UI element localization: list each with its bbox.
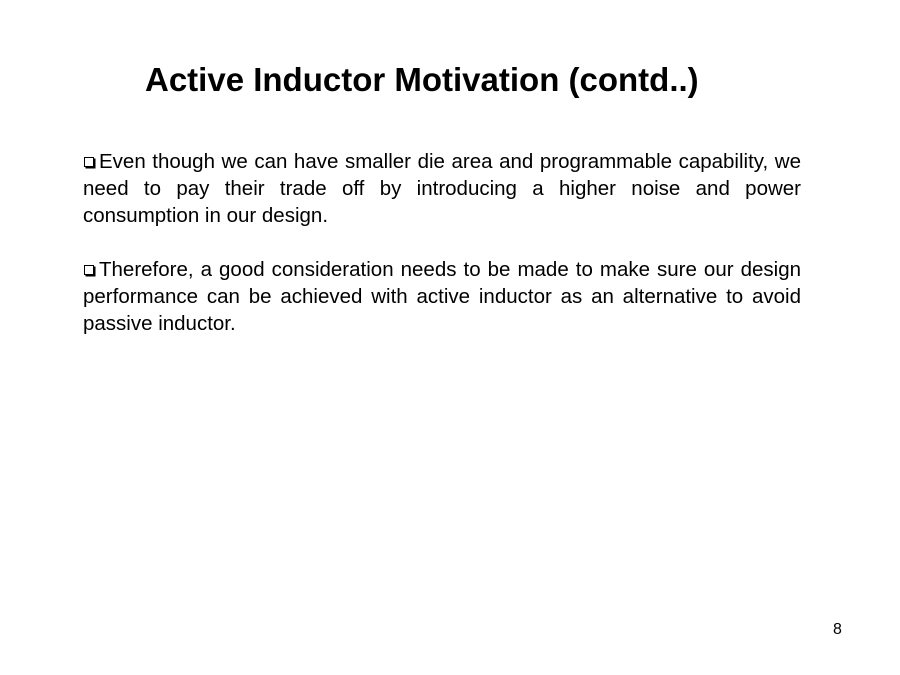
checkbox-square-bullet-icon bbox=[84, 265, 94, 275]
bullet-list bbox=[83, 148, 801, 337]
bullet-text: Even though we can have smaller die area and programmable capability, we need to pay their trade off by introducing a higher noise and power consumption in our design. bbox=[83, 150, 801, 227]
page-number: 8 bbox=[833, 621, 842, 638]
checkbox-square-bullet-icon bbox=[84, 157, 94, 167]
bullet-item bbox=[83, 256, 801, 337]
bullet-item bbox=[83, 148, 801, 229]
slide-title: Active Inductor Motivation (contd..) bbox=[145, 61, 699, 98]
bullet-text: Therefore, a good consideration needs to be made to make sure our design performance can be achieved with active inductor as an alternative to avoid passive inductor. bbox=[83, 258, 801, 335]
